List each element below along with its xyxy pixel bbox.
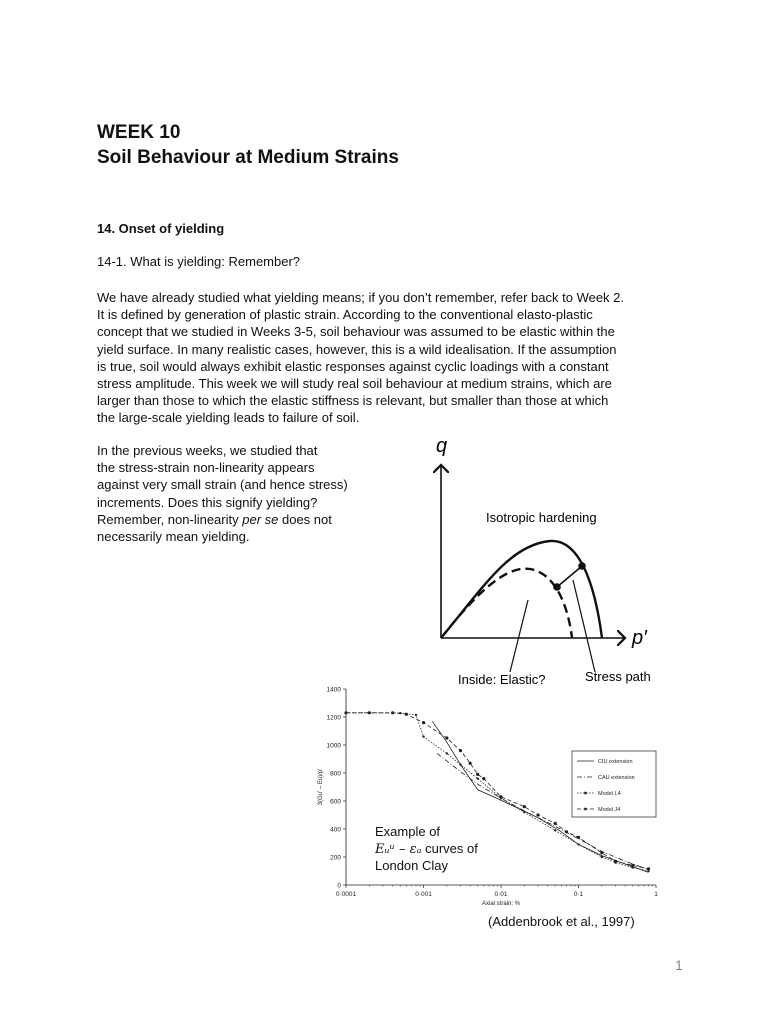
yield-surface-diagram — [420, 425, 680, 690]
annotation-line-1: Example of — [375, 824, 441, 839]
data-point — [523, 805, 526, 808]
data-point — [577, 843, 579, 845]
legend-marker — [584, 792, 587, 795]
stress-path-label: Stress path — [585, 669, 651, 684]
x-tick-label: 0·001 — [415, 891, 432, 898]
data-point — [631, 864, 634, 867]
paragraph-line: necessarily mean yielding. — [97, 529, 250, 545]
data-point — [469, 762, 472, 765]
data-point — [536, 813, 539, 816]
inner-yield-surface — [441, 569, 572, 638]
section-heading: 14. Onset of yielding — [97, 221, 225, 236]
data-point — [523, 811, 525, 813]
emphasis-text: per se — [242, 511, 279, 527]
data-point — [368, 711, 371, 714]
annotation-text: curves of — [421, 841, 478, 856]
paragraph-line: concept that we studied in Weeks 3-5, soil behaviour was assumed to be elastic within the — [97, 324, 615, 340]
stress-point-start — [553, 583, 561, 591]
x-tick-label: 1 — [654, 891, 658, 898]
data-point — [446, 752, 448, 754]
data-point — [565, 830, 568, 833]
elastic-leader-line — [510, 600, 528, 672]
data-point — [577, 836, 580, 839]
chart-source: (Addenbrook et al., 1997) — [488, 914, 635, 929]
data-point — [476, 777, 478, 779]
data-point — [476, 773, 479, 776]
paragraph-line: In the previous weeks, we studied that — [97, 443, 318, 458]
paragraph-line: It is defined by generation of plastic strain. According to the conventional elasto-plastic — [97, 307, 593, 323]
intro-paragraph — [97, 289, 687, 427]
data-point — [554, 829, 556, 831]
stress-path-leader-line — [573, 580, 595, 672]
line-text: Remember, non-linearity — [97, 511, 243, 527]
data-point — [614, 860, 617, 863]
subsection-heading: 14-1. What is yielding: Remember? — [97, 254, 301, 269]
paragraph-line: against very small strain (and hence stress) — [97, 477, 348, 493]
outer-yield-surface — [441, 541, 602, 638]
y-tick-label: 200 — [330, 854, 341, 862]
paragraph-line: increments. Does this signify yielding? — [97, 494, 318, 510]
page-title: Soil Behaviour at Medium Strains — [97, 147, 399, 168]
data-point — [647, 867, 650, 870]
data-point — [422, 721, 425, 724]
stress-point-end — [578, 562, 586, 570]
data-point — [482, 777, 485, 780]
week-heading: WEEK 10 — [97, 122, 181, 143]
stress-path-line — [557, 566, 582, 587]
annotation-line-2 — [374, 841, 478, 857]
legend-label: Model J4 — [598, 807, 621, 813]
legend-label: Model L4 — [598, 791, 621, 797]
y-tick-label: 600 — [330, 798, 341, 806]
data-point — [405, 713, 408, 716]
data-point — [499, 795, 502, 798]
data-point — [415, 714, 417, 716]
paragraph-line: the large-scale yielding leads to failure of soil. — [97, 410, 360, 426]
data-point — [422, 735, 424, 737]
y-tick-label: 0 — [337, 882, 341, 890]
x-tick-label: 0·0001 — [335, 891, 357, 898]
legend-label: CAU extension — [598, 775, 635, 781]
paragraph-line — [97, 511, 397, 528]
stiffness-strain-chart — [310, 683, 670, 933]
annotation-line-3: London Clay — [375, 858, 448, 873]
paragraph-line: stress amplitude. This week we will study real soil behaviour at medium strains, which are — [97, 376, 612, 392]
data-point — [445, 736, 448, 739]
data-point — [554, 822, 557, 825]
data-point — [459, 763, 461, 765]
paragraph-line: the stress-strain non-linearity appears — [97, 460, 315, 476]
q-axis-label: q — [436, 435, 448, 457]
annotation-math: Eᵤᵘ – εₐ — [375, 842, 422, 857]
x-tick-label: 0·1 — [573, 891, 584, 898]
data-point — [459, 749, 462, 752]
paragraph-line: We have already studied what yielding means; if you don’t remember, refer back to Week 2. — [97, 290, 625, 305]
legend-label: CIU extension — [598, 759, 633, 765]
y-tick-label: 400 — [330, 826, 341, 834]
paragraph-line: larger than those to which the elastic stiffness is relevant, but smaller than those at which — [97, 393, 609, 409]
isotropic-hardening-label: Isotropic hardening — [486, 510, 597, 525]
nonlinearity-paragraph — [97, 442, 397, 545]
y-tick-label: 1200 — [326, 714, 341, 722]
y-tick-label: 1000 — [326, 742, 341, 750]
paragraph-line: yield surface. In many realistic cases, however, this is a wild idealisation. If the assumption — [97, 341, 617, 357]
data-point — [601, 856, 603, 858]
elastic-label: Inside: Elastic? — [458, 672, 546, 687]
data-point — [344, 711, 347, 714]
data-point — [600, 851, 603, 854]
y-tick-label: 800 — [330, 770, 341, 778]
x-axis-title: Axial strain: % — [481, 901, 521, 907]
p-axis-label: p′ — [632, 627, 647, 649]
page-number: 1 — [675, 957, 683, 973]
y-tick-label: 1400 — [326, 686, 341, 694]
legend-marker — [584, 808, 587, 811]
y-axis-title: 3(Gu' – Eu)/p' — [318, 768, 324, 806]
x-tick-label: 0·01 — [494, 891, 508, 898]
paragraph-line: is true, soil would always exhibit elastic responses against cyclic loadings with a constant — [97, 358, 609, 374]
line-text: does not — [278, 511, 332, 527]
data-point — [391, 711, 394, 714]
